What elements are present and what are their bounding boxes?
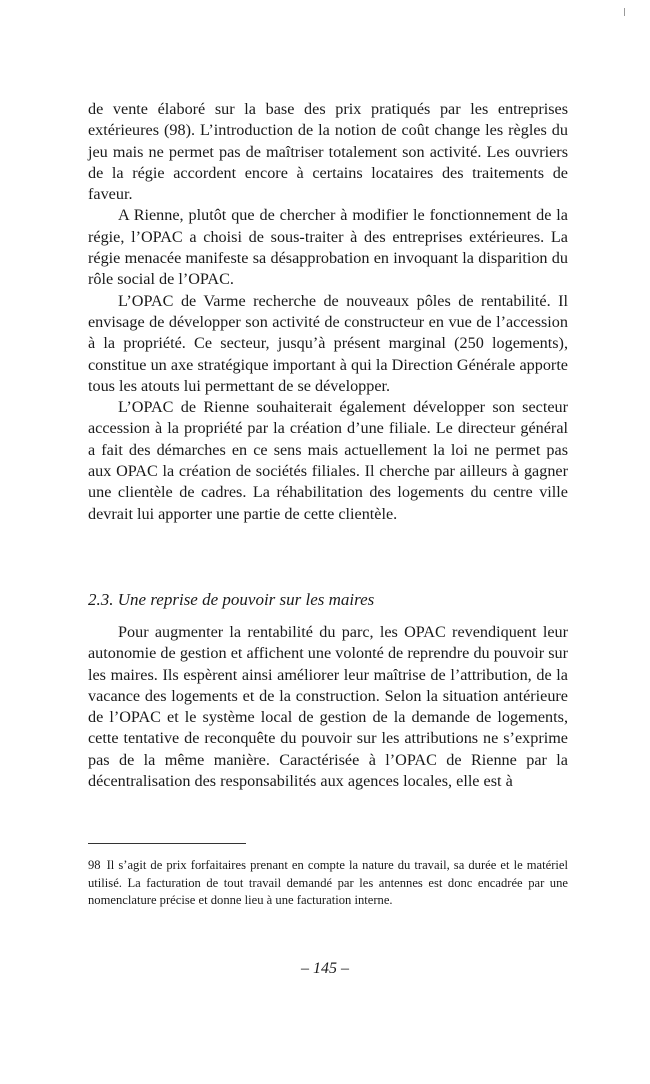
body-text [88,99,568,525]
footnote-number: 98 [88,858,101,872]
paragraph-varme: L’OPAC de Varme recherche de nouveaux pôles de rentabilité. Il envisage de développer son activité de constructeur en vue de l’accession à la propriété. Ce secteur, jusqu’à présent marginal (250 logements), constitue un axe stratégique important à qui la Direction Générale apporte tous les atouts lui permettant de se développer. [88,291,568,395]
section-body [88,622,568,792]
scan-mark [624,8,625,16]
section-paragraph: Pour augmenter la rentabilité du parc, les OPAC revendiquent leur autonomie de gestion et affichent une volonté de reprendre du pouvoir sur les maires. Ils espèrent ainsi améliorer leur maîtrise de l’attribution, de la vacance des logements et de la construction. Selon la situation antérieure de l’OPAC et le système local de gestion de la demande de logements, cette tentative de reconquête du pouvoir sur les attributions ne s’exprime pas de la même manière. Caractérisée à l’OPAC de Rienne par la décentralisation des responsabilités aux agences locales, elle est à [88,623,568,791]
paragraph-rienne-filiale: L’OPAC de Rienne souhaiterait également développer son secteur accession à la propriété par la création d’une filiale. Le directeur général a fait des démarches en ce sens mais actuellement la loi ne permet pas aux OPAC la création de sociétés filiales. Il cherche par ailleurs à gagner une clientèle de cadres. La réhabilitation des logements du centre ville devrait lui apporter une partie de cette clientèle. [88,398,568,523]
footnote [88,857,568,910]
footnote-text: Il s’agit de prix forfaitaires prenant en compte la nature du travail, sa durée et le matériel utilisé. La facturation de tout travail demandé par les antennes est donc encadrée par une nomenclature précise et donne lieu à une facturation interne. [88,858,568,907]
section-heading: 2.3. Une reprise de pouvoir sur les maires [88,590,375,609]
page-number: – 145 – [301,960,349,977]
footnote-divider [88,843,246,844]
paragraph-continuation: de vente élaboré sur la base des prix pratiqués par les entreprises extérieures (98). L’introduction de la notion de coût change les règles du jeu mais ne permet pas de maîtriser totalement son activité. Les ouvriers de la régie accordent encore à certains locataires des traitements de faveur. [88,100,568,204]
paragraph-rienne-regie: A Rienne, plutôt que de chercher à modifier le fonctionnement de la régie, l’OPAC a choisi de sous-traiter à des entreprises extérieures. La régie menacée manifeste sa désapprobation en invoquant la disparition du rôle social de l’OPAC. [88,206,568,289]
